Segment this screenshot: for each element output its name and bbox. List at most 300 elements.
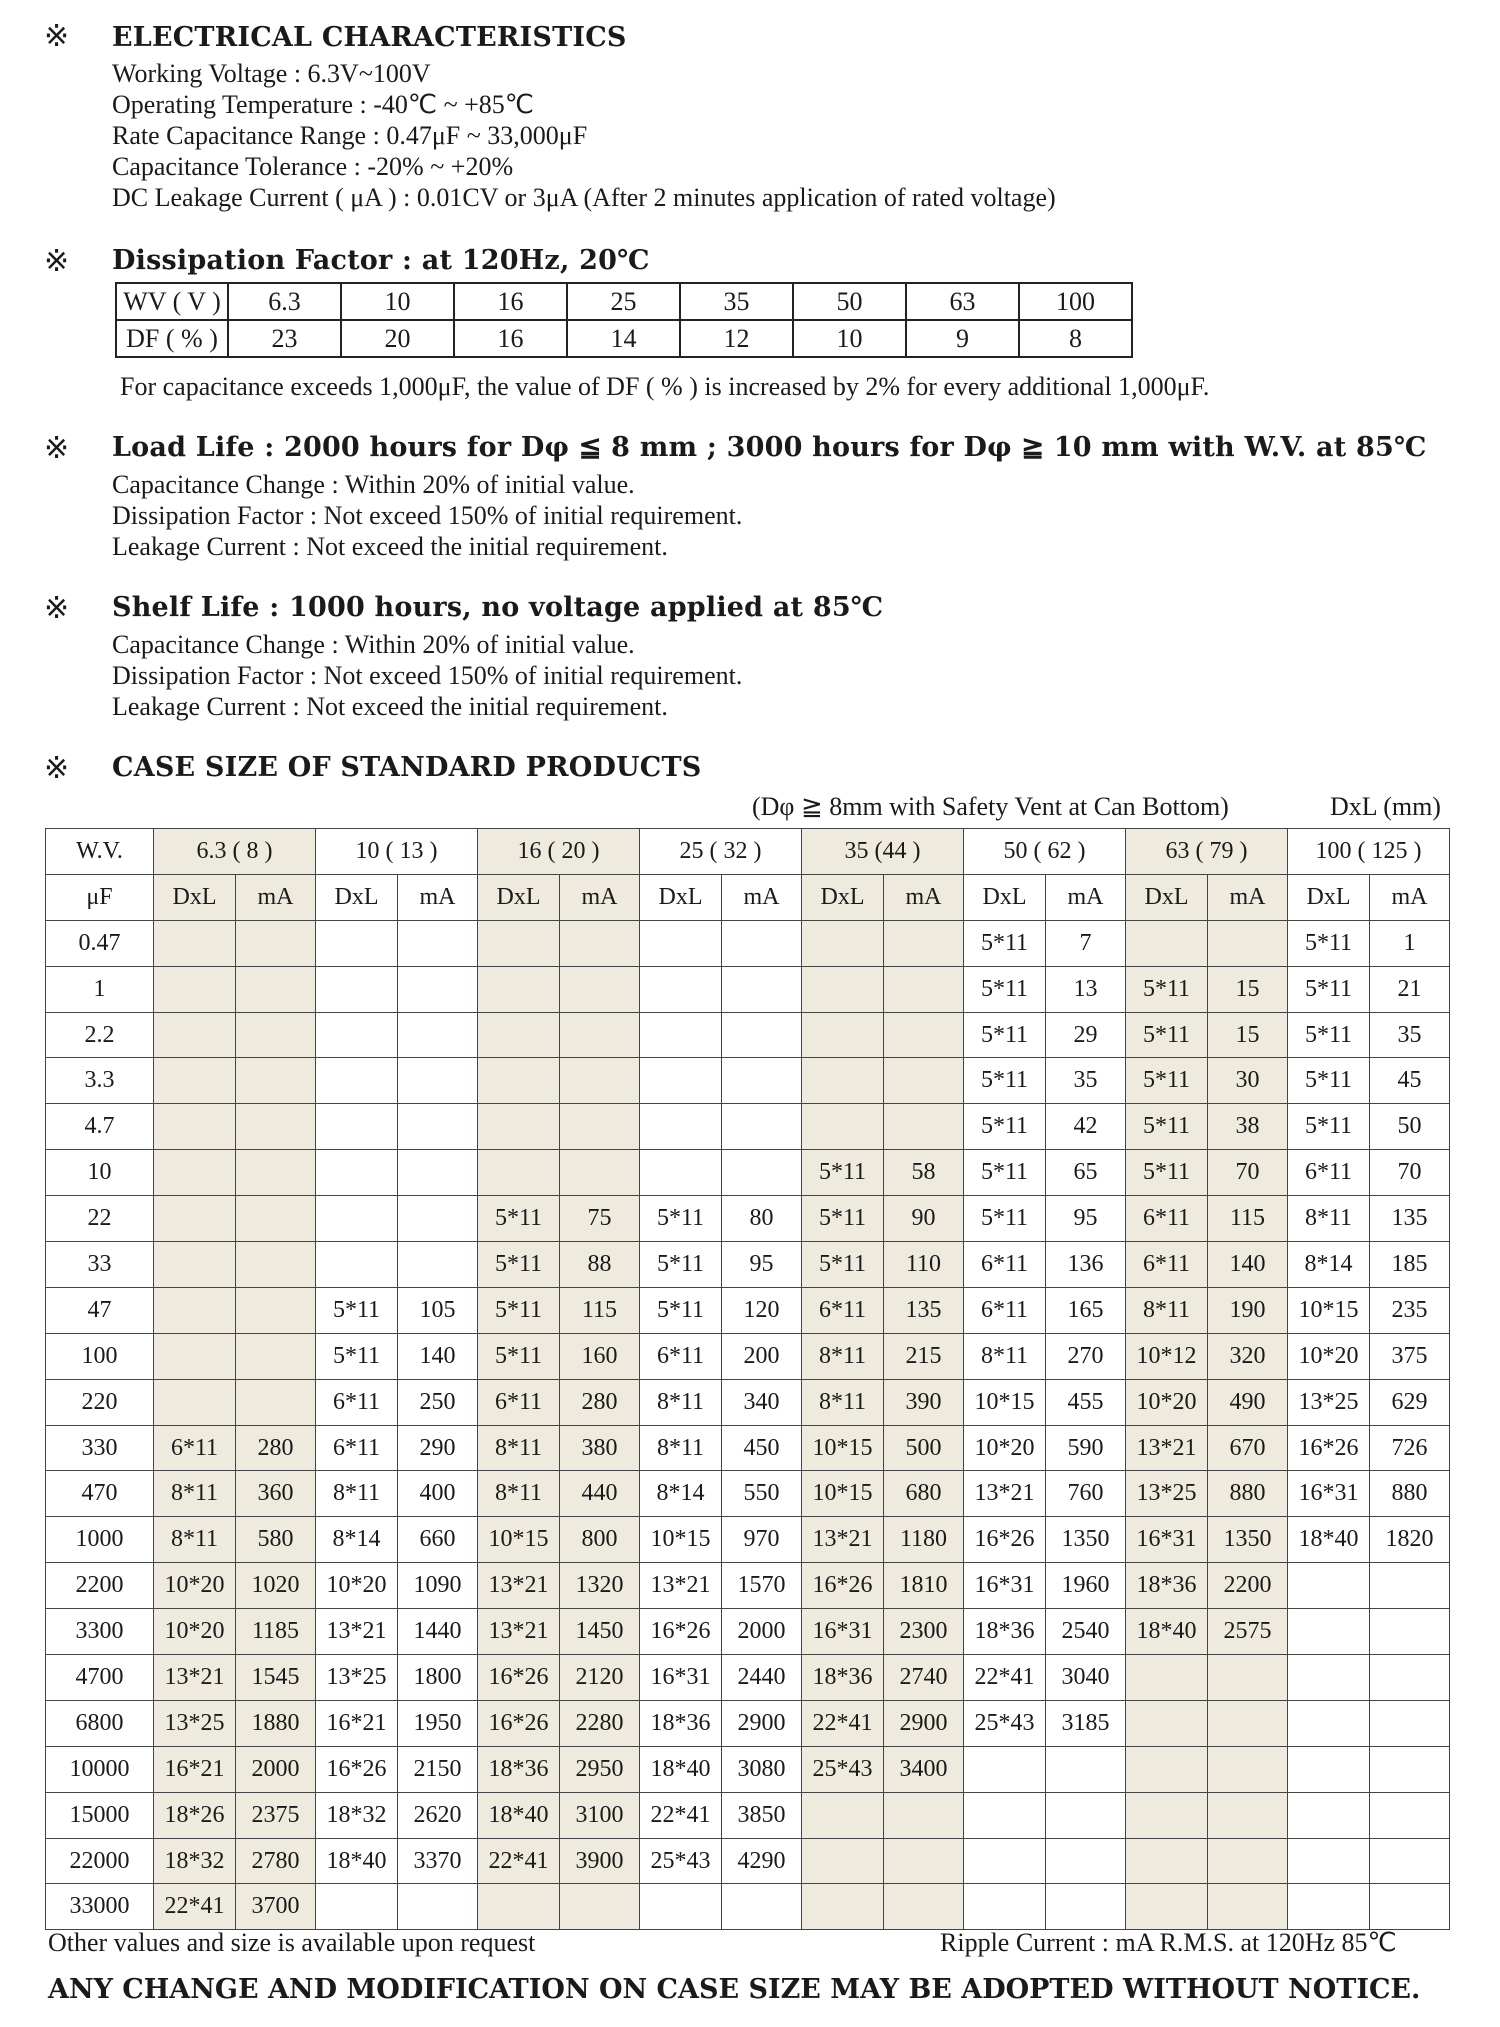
dxl-cell — [640, 1104, 722, 1150]
cap-header: μF — [46, 874, 154, 920]
ma-cell: 2300 — [884, 1609, 964, 1655]
df-row — [116, 320, 1132, 357]
dxl-cell — [1288, 1838, 1370, 1884]
dxl-cell: 5*11 — [964, 1058, 1046, 1104]
ma-cell: 2120 — [560, 1655, 640, 1701]
ma-cell: 1350 — [1046, 1517, 1126, 1563]
ma-cell — [236, 920, 316, 966]
dxl-cell — [316, 1150, 398, 1196]
ma-cell: 58 — [884, 1150, 964, 1196]
dxl-cell — [964, 1838, 1046, 1884]
wv-cell: 35 — [680, 283, 793, 320]
ma-cell: 235 — [1370, 1287, 1450, 1333]
ma-cell: 800 — [560, 1517, 640, 1563]
dxl-cell — [154, 1196, 236, 1242]
dxl-cell — [154, 1287, 236, 1333]
dxl-cell: 13*25 — [1126, 1471, 1208, 1517]
dxl-cell — [1126, 1884, 1208, 1930]
dxl-cell: 10*15 — [640, 1517, 722, 1563]
dxl-cell — [316, 1058, 398, 1104]
dxl-cell: 18*40 — [478, 1792, 560, 1838]
table-row — [46, 1104, 1450, 1150]
dxl-cell: 5*11 — [316, 1287, 398, 1333]
dxl-cell: 5*11 — [802, 1150, 884, 1196]
dxl-cell — [478, 1150, 560, 1196]
dxl-cell — [802, 920, 884, 966]
dxl-cell: 18*32 — [316, 1792, 398, 1838]
dxl-cell — [1126, 920, 1208, 966]
df-cell: 14 — [567, 320, 680, 357]
ma-cell — [1370, 1609, 1450, 1655]
df-cell: 12 — [680, 320, 793, 357]
reference-mark-icon: ※ — [44, 244, 70, 279]
case-size-title: CASE SIZE OF STANDARD PRODUCTS — [112, 752, 702, 783]
dxl-cell: 5*11 — [640, 1196, 722, 1242]
dxl-cell: 18*40 — [1288, 1517, 1370, 1563]
ma-cell: 136 — [1046, 1242, 1126, 1288]
ma-cell: 400 — [398, 1471, 478, 1517]
ma-cell: 3700 — [236, 1884, 316, 1930]
ma-cell — [398, 1196, 478, 1242]
dxl-cell — [478, 966, 560, 1012]
ma-cell: 2150 — [398, 1746, 478, 1792]
capacitance-cell: 33 — [46, 1242, 154, 1288]
dxl-cell — [802, 1792, 884, 1838]
ma-cell — [1208, 1700, 1288, 1746]
dxl-cell — [1126, 1700, 1208, 1746]
capacitance-cell: 10 — [46, 1150, 154, 1196]
dxl-cell: 16*26 — [802, 1563, 884, 1609]
dxl-cell — [154, 1150, 236, 1196]
df-label: DF ( % ) — [116, 320, 228, 357]
table-row — [46, 920, 1450, 966]
ma-cell — [1370, 1563, 1450, 1609]
ma-cell: 455 — [1046, 1379, 1126, 1425]
dxl-cell — [802, 1838, 884, 1884]
wv-label: WV ( V ) — [116, 283, 228, 320]
ma-cell: 1950 — [398, 1700, 478, 1746]
ma-cell: 375 — [1370, 1333, 1450, 1379]
ma-cell: 50 — [1370, 1104, 1450, 1150]
dxl-cell: 5*11 — [640, 1242, 722, 1288]
dxl-cell: 18*36 — [964, 1609, 1046, 1655]
dxl-cell: 10*20 — [316, 1563, 398, 1609]
table-row — [46, 1287, 1450, 1333]
wv-cell: 10 — [341, 283, 454, 320]
dxl-cell — [316, 1104, 398, 1150]
dxl-cell: 8*11 — [640, 1379, 722, 1425]
dxl-cell: 6*11 — [964, 1287, 1046, 1333]
capacitance-cell: 3.3 — [46, 1058, 154, 1104]
dxl-cell: 8*11 — [1126, 1287, 1208, 1333]
dxl-cell: 22*41 — [154, 1884, 236, 1930]
ma-cell: 21 — [1370, 966, 1450, 1012]
ma-cell — [884, 1104, 964, 1150]
dxl-cell: 10*15 — [478, 1517, 560, 1563]
ma-cell — [722, 1012, 802, 1058]
dxl-cell: 8*11 — [154, 1471, 236, 1517]
ma-cell — [236, 1333, 316, 1379]
ma-cell: 880 — [1208, 1471, 1288, 1517]
ma-cell: 2620 — [398, 1792, 478, 1838]
ma-cell: 1440 — [398, 1609, 478, 1655]
dxl-cell — [478, 1104, 560, 1150]
dxl-cell — [640, 1150, 722, 1196]
ma-cell — [1370, 1884, 1450, 1930]
ma-cell: 13 — [1046, 966, 1126, 1012]
dxl-header: DxL — [640, 874, 722, 920]
safety-vent-note: (Dφ ≧ 8mm with Safety Vent at Can Bottom) — [752, 792, 1229, 821]
dxl-cell: 16*21 — [316, 1700, 398, 1746]
table-row — [46, 1150, 1450, 1196]
capacitance-cell: 4700 — [46, 1655, 154, 1701]
ma-cell — [1370, 1792, 1450, 1838]
voltage-header: 50 ( 62 ) — [964, 829, 1126, 875]
wv-header: W.V. — [46, 829, 154, 875]
ma-cell: 2900 — [884, 1700, 964, 1746]
dxl-cell: 16*26 — [1288, 1425, 1370, 1471]
capacitance-cell: 330 — [46, 1425, 154, 1471]
dxl-cell — [1288, 1655, 1370, 1701]
dxl-cell: 6*11 — [478, 1379, 560, 1425]
table-row — [46, 1700, 1450, 1746]
dxl-cell: 5*11 — [316, 1333, 398, 1379]
ma-cell — [1046, 1884, 1126, 1930]
ma-cell: 80 — [722, 1196, 802, 1242]
dxl-cell — [154, 1242, 236, 1288]
dxl-cell: 18*40 — [316, 1838, 398, 1884]
dxl-cell — [316, 920, 398, 966]
dxl-cell: 16*31 — [1288, 1471, 1370, 1517]
dxl-cell: 18*26 — [154, 1792, 236, 1838]
dxl-cell: 5*11 — [1126, 1058, 1208, 1104]
ma-cell: 340 — [722, 1379, 802, 1425]
electrical-title: ELECTRICAL CHARACTERISTICS — [112, 22, 627, 53]
dxl-header: DxL — [964, 874, 1046, 920]
table-row — [46, 1379, 1450, 1425]
ma-cell: 590 — [1046, 1425, 1126, 1471]
df-cell: 20 — [341, 320, 454, 357]
ma-cell: 3900 — [560, 1838, 640, 1884]
ma-cell: 2200 — [1208, 1563, 1288, 1609]
ma-cell — [884, 1884, 964, 1930]
table-row — [46, 1333, 1450, 1379]
ma-cell — [1046, 1838, 1126, 1884]
ma-cell: 120 — [722, 1287, 802, 1333]
dxl-cell: 25*43 — [802, 1746, 884, 1792]
table-row — [46, 1792, 1450, 1838]
dxl-cell — [1288, 1563, 1370, 1609]
ma-cell: 970 — [722, 1517, 802, 1563]
dxl-cell: 22*41 — [802, 1700, 884, 1746]
ma-cell — [722, 1150, 802, 1196]
ma-cell: 250 — [398, 1379, 478, 1425]
dxl-cell: 16*31 — [964, 1563, 1046, 1609]
availability-note: Other values and size is available upon request — [48, 1928, 536, 1957]
dxl-cell — [640, 920, 722, 966]
ma-cell: 140 — [1208, 1242, 1288, 1288]
ma-cell: 88 — [560, 1242, 640, 1288]
ma-cell — [884, 920, 964, 966]
dxl-cell: 6*11 — [316, 1379, 398, 1425]
ma-cell: 660 — [398, 1517, 478, 1563]
dxl-cell: 5*11 — [1126, 1150, 1208, 1196]
ma-cell — [398, 1150, 478, 1196]
voltage-header-row — [46, 829, 1450, 875]
dxl-cell — [316, 1196, 398, 1242]
table-row — [46, 1746, 1450, 1792]
ma-cell — [560, 1150, 640, 1196]
table-row — [46, 966, 1450, 1012]
dxl-cell: 18*36 — [640, 1700, 722, 1746]
dxl-cell: 5*11 — [802, 1196, 884, 1242]
dxl-cell: 5*11 — [802, 1242, 884, 1288]
voltage-header: 16 ( 20 ) — [478, 829, 640, 875]
capacitance-cell: 10000 — [46, 1746, 154, 1792]
dxl-cell: 5*11 — [1288, 1012, 1370, 1058]
subheader-row — [46, 874, 1450, 920]
dxl-cell — [802, 1884, 884, 1930]
ma-cell — [236, 1104, 316, 1150]
voltage-header: 63 ( 79 ) — [1126, 829, 1288, 875]
dxl-cell: 13*21 — [478, 1563, 560, 1609]
ma-cell: 2540 — [1046, 1609, 1126, 1655]
dxl-cell: 8*14 — [316, 1517, 398, 1563]
ma-cell — [722, 1104, 802, 1150]
dxl-header: DxL — [1288, 874, 1370, 920]
ma-cell: 29 — [1046, 1012, 1126, 1058]
unit-note: DxL (mm) — [1330, 792, 1441, 821]
ma-cell — [398, 1884, 478, 1930]
ma-header: mA — [236, 874, 316, 920]
ma-cell: 2950 — [560, 1746, 640, 1792]
dxl-cell: 10*20 — [154, 1563, 236, 1609]
ma-cell — [398, 1058, 478, 1104]
ma-cell: 2740 — [884, 1655, 964, 1701]
dxl-cell: 18*36 — [478, 1746, 560, 1792]
ma-cell — [722, 1058, 802, 1104]
dxl-cell: 10*15 — [964, 1379, 1046, 1425]
ma-cell: 280 — [236, 1425, 316, 1471]
dxl-cell: 8*11 — [478, 1471, 560, 1517]
ma-cell — [236, 1150, 316, 1196]
ma-cell: 3370 — [398, 1838, 478, 1884]
ma-cell — [236, 966, 316, 1012]
ma-cell: 880 — [1370, 1471, 1450, 1517]
df-cell: 8 — [1019, 320, 1132, 357]
ma-cell — [1370, 1838, 1450, 1884]
wv-cell: 16 — [454, 283, 567, 320]
ma-cell: 3400 — [884, 1746, 964, 1792]
dxl-cell: 8*11 — [478, 1425, 560, 1471]
dxl-cell: 8*11 — [316, 1471, 398, 1517]
dxl-cell: 22*41 — [964, 1655, 1046, 1701]
ma-cell — [1370, 1700, 1450, 1746]
voltage-header: 25 ( 32 ) — [640, 829, 802, 875]
df-cell: 23 — [228, 320, 341, 357]
capacitance-cell: 2200 — [46, 1563, 154, 1609]
ma-cell — [560, 920, 640, 966]
dxl-cell: 6*11 — [640, 1333, 722, 1379]
ma-cell: 280 — [560, 1379, 640, 1425]
dxl-cell: 5*11 — [964, 1012, 1046, 1058]
ma-cell: 2575 — [1208, 1609, 1288, 1655]
dxl-cell: 13*21 — [964, 1471, 1046, 1517]
ripple-current-note: Ripple Current : mA R.M.S. at 120Hz 85℃ — [940, 1928, 1397, 1957]
dxl-cell — [964, 1746, 1046, 1792]
ma-cell: 1545 — [236, 1655, 316, 1701]
ma-cell: 35 — [1370, 1012, 1450, 1058]
ma-cell: 2000 — [236, 1746, 316, 1792]
ma-cell: 360 — [236, 1471, 316, 1517]
dxl-cell: 16*31 — [640, 1655, 722, 1701]
dxl-cell: 5*11 — [478, 1196, 560, 1242]
table-row — [46, 1838, 1450, 1884]
dxl-cell — [640, 1058, 722, 1104]
ma-cell: 115 — [560, 1287, 640, 1333]
dxl-cell — [1126, 1746, 1208, 1792]
dxl-cell: 10*15 — [802, 1471, 884, 1517]
dxl-cell: 13*21 — [154, 1655, 236, 1701]
voltage-header: 100 ( 125 ) — [1288, 829, 1450, 875]
dxl-cell — [478, 1058, 560, 1104]
ma-cell: 90 — [884, 1196, 964, 1242]
ma-cell: 670 — [1208, 1425, 1288, 1471]
ma-cell — [1208, 1838, 1288, 1884]
reference-mark-icon: ※ — [44, 591, 70, 626]
ma-cell: 380 — [560, 1425, 640, 1471]
ma-cell: 726 — [1370, 1425, 1450, 1471]
dxl-cell: 18*32 — [154, 1838, 236, 1884]
ma-cell: 290 — [398, 1425, 478, 1471]
dxl-cell: 5*11 — [1288, 920, 1370, 966]
ma-cell: 65 — [1046, 1150, 1126, 1196]
ma-cell: 2900 — [722, 1700, 802, 1746]
dxl-cell: 13*25 — [316, 1655, 398, 1701]
dxl-cell — [1288, 1884, 1370, 1930]
ma-cell: 38 — [1208, 1104, 1288, 1150]
dxl-cell — [1126, 1655, 1208, 1701]
ma-cell: 135 — [884, 1287, 964, 1333]
electrical-line-capacitance: Rate Capacitance Range : 0.47μF ~ 33,000μF — [112, 121, 588, 150]
ma-cell: 1570 — [722, 1563, 802, 1609]
voltage-header: 6.3 ( 8 ) — [154, 829, 316, 875]
capacitance-cell: 0.47 — [46, 920, 154, 966]
ma-cell — [1208, 920, 1288, 966]
ma-cell: 1820 — [1370, 1517, 1450, 1563]
ma-cell: 1185 — [236, 1609, 316, 1655]
dxl-cell: 13*25 — [1288, 1379, 1370, 1425]
dxl-header: DxL — [154, 874, 236, 920]
table-row — [46, 1196, 1450, 1242]
ma-cell — [236, 1287, 316, 1333]
ma-cell: 35 — [1046, 1058, 1126, 1104]
ma-cell: 15 — [1208, 1012, 1288, 1058]
dxl-cell — [802, 1012, 884, 1058]
electrical-line-leakage: DC Leakage Current ( μA ) : 0.01CV or 3μA (After 2 minutes application of rated voltage) — [112, 183, 1056, 212]
dxl-cell: 22*41 — [478, 1838, 560, 1884]
shelf-life-line: Capacitance Change : Within 20% of initial value. — [112, 630, 635, 659]
dxl-cell — [154, 1012, 236, 1058]
ma-cell: 1350 — [1208, 1517, 1288, 1563]
dxl-cell — [1288, 1792, 1370, 1838]
ma-cell: 2375 — [236, 1792, 316, 1838]
dxl-cell: 6*11 — [1126, 1196, 1208, 1242]
wv-row — [116, 283, 1132, 320]
capacitance-cell: 220 — [46, 1379, 154, 1425]
ma-cell: 3100 — [560, 1792, 640, 1838]
electrical-line-voltage: Working Voltage : 6.3V~100V — [112, 59, 431, 88]
table-row — [46, 1563, 1450, 1609]
dxl-cell — [478, 1012, 560, 1058]
dxl-cell: 10*12 — [1126, 1333, 1208, 1379]
dxl-cell: 6*11 — [1126, 1242, 1208, 1288]
ma-cell: 2780 — [236, 1838, 316, 1884]
ma-cell — [236, 1012, 316, 1058]
change-notice: ANY CHANGE AND MODIFICATION ON CASE SIZE MAY BE ADOPTED WITHOUT NOTICE. — [48, 1974, 1421, 2005]
table-row — [46, 1884, 1450, 1930]
capacitance-cell: 2.2 — [46, 1012, 154, 1058]
dxl-header: DxL — [1126, 874, 1208, 920]
dxl-cell: 16*26 — [478, 1655, 560, 1701]
dxl-cell: 18*40 — [1126, 1609, 1208, 1655]
dxl-cell: 5*11 — [964, 920, 1046, 966]
dxl-cell — [154, 966, 236, 1012]
reference-mark-icon: ※ — [44, 19, 70, 54]
capacitance-cell: 22 — [46, 1196, 154, 1242]
dxl-cell: 5*11 — [964, 1150, 1046, 1196]
ma-header: mA — [1370, 874, 1450, 920]
ma-cell: 2440 — [722, 1655, 802, 1701]
ma-cell: 2280 — [560, 1700, 640, 1746]
dxl-cell — [964, 1792, 1046, 1838]
dxl-cell: 8*11 — [640, 1425, 722, 1471]
ma-cell — [1208, 1746, 1288, 1792]
dxl-cell: 5*11 — [640, 1287, 722, 1333]
capacitance-cell: 3300 — [46, 1609, 154, 1655]
ma-cell: 629 — [1370, 1379, 1450, 1425]
capacitance-cell: 4.7 — [46, 1104, 154, 1150]
ma-cell — [398, 1012, 478, 1058]
dxl-cell: 13*25 — [154, 1700, 236, 1746]
ma-cell — [236, 1379, 316, 1425]
ma-cell: 450 — [722, 1425, 802, 1471]
dxl-cell — [154, 1104, 236, 1150]
ma-cell: 75 — [560, 1196, 640, 1242]
dxl-cell: 5*11 — [478, 1333, 560, 1379]
dxl-cell — [640, 966, 722, 1012]
reference-mark-icon: ※ — [44, 751, 70, 786]
dxl-cell: 16*26 — [478, 1700, 560, 1746]
dxl-cell: 5*11 — [478, 1242, 560, 1288]
table-row — [46, 1471, 1450, 1517]
ma-cell — [236, 1196, 316, 1242]
ma-cell: 135 — [1370, 1196, 1450, 1242]
ma-cell — [1046, 1746, 1126, 1792]
dxl-cell — [1288, 1700, 1370, 1746]
ma-cell: 1180 — [884, 1517, 964, 1563]
dissipation-table — [115, 282, 1133, 358]
dxl-cell — [640, 1012, 722, 1058]
dxl-header: DxL — [802, 874, 884, 920]
electrical-line-tolerance: Capacitance Tolerance : -20% ~ +20% — [112, 152, 514, 181]
ma-cell — [398, 1242, 478, 1288]
ma-cell: 1810 — [884, 1563, 964, 1609]
dxl-cell: 13*21 — [478, 1609, 560, 1655]
ma-cell — [1208, 1884, 1288, 1930]
load-life-line: Leakage Current : Not exceed the initial requirement. — [112, 532, 668, 561]
dxl-cell — [964, 1884, 1046, 1930]
